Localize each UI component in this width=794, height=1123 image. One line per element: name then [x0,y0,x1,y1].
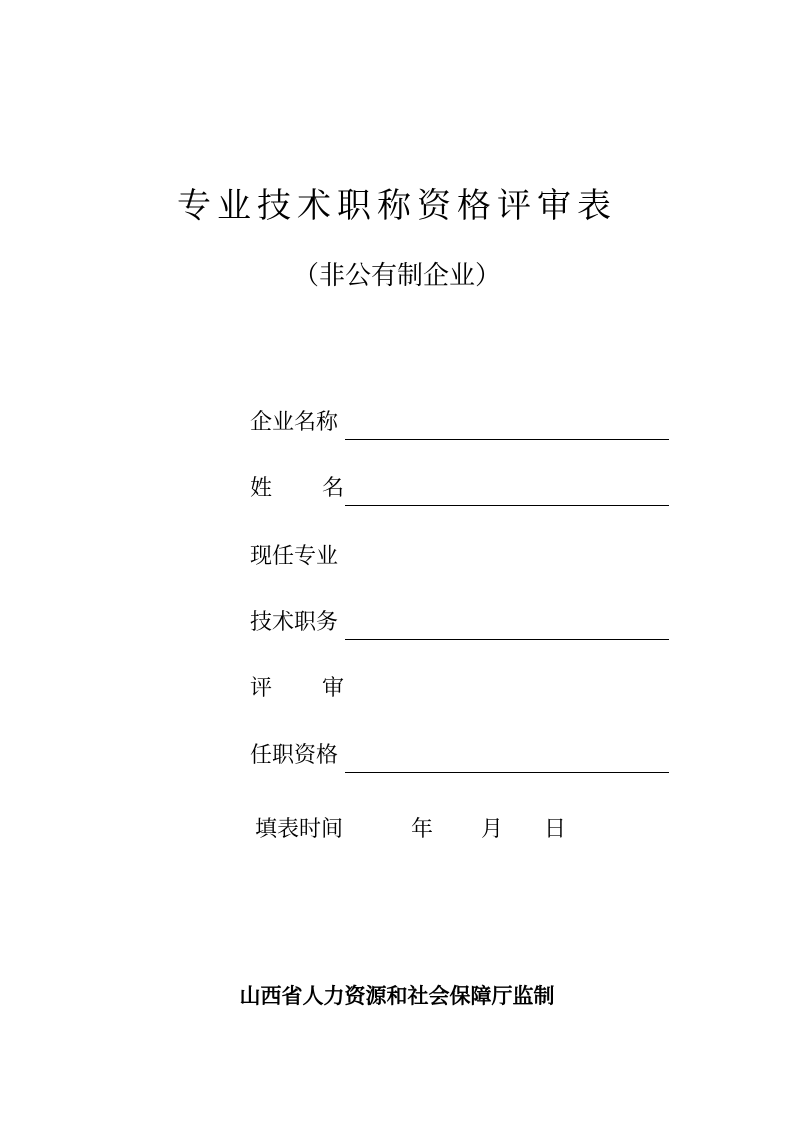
field-label: 企业名称 [250,410,339,435]
field-label-part: 审 [321,676,344,701]
qualification-input-line[interactable] [345,772,669,773]
field-label [250,671,344,702]
fill-date-label: 填表时间 [255,817,344,842]
fill-date-row [255,812,595,842]
document-title: 专业技术职称资格评审表 [177,186,617,226]
technical-position-input-line[interactable] [345,639,669,640]
document-subtitle: （非公有制企业） [292,261,501,291]
field-label-part: 评 [250,676,273,701]
fill-date-year: 年 [411,817,434,842]
company-name-input-line[interactable] [345,439,669,440]
field-label [250,471,344,502]
issuer-text: 山西省人力资源和社会保障厅监制 [239,984,555,1008]
field-label: 现任专业 [250,544,339,569]
field-label: 技术职务 [250,610,339,635]
field-label-part: 名 [321,476,344,501]
field-label-part: 姓 [250,476,273,501]
fill-date-day: 日 [544,817,567,842]
name-input-line[interactable] [345,505,669,506]
field-label: 任职资格 [250,743,339,768]
fill-date-month: 月 [481,817,504,842]
